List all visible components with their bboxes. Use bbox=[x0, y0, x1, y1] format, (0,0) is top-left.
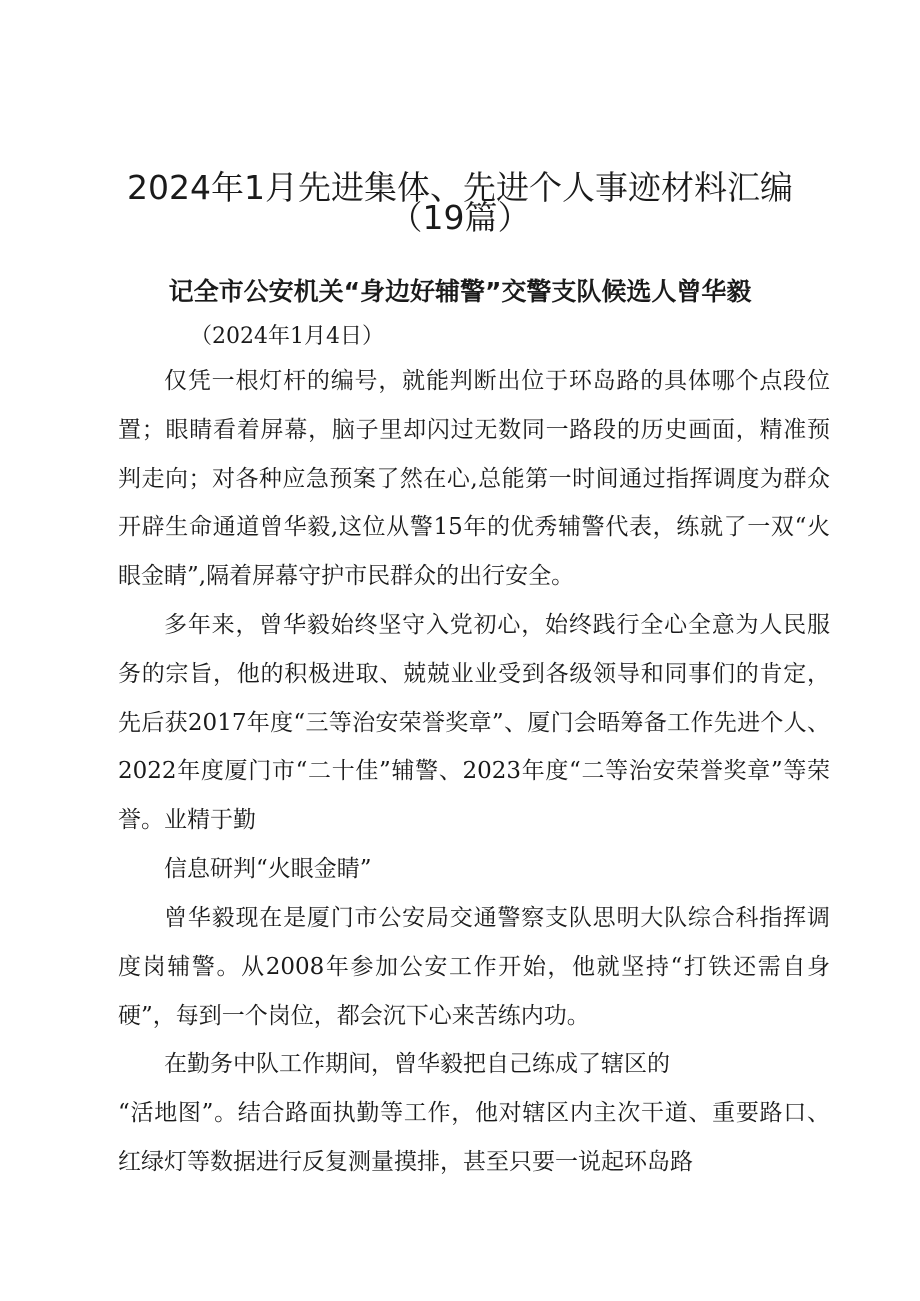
paragraph-2: 多年来，曾华毅始终坚守入党初心，始终践行全心全意为人民服务的宗旨，他的积极进取、兢兢业业受到各级领导和同事们的肯定，先后获2017年度“三等治安荣誉奖章”、厦门会晤筹备工作先进个人、2022年度厦门市“二十佳”辅警、2023年度“二等治安荣誉奖章”等荣誉。 bbox=[118, 612, 830, 834]
document-title-line-2: （19篇） bbox=[389, 198, 531, 237]
section-heading: 业精于勤 bbox=[164, 807, 256, 833]
paragraph-1: 仅凭一根灯杆的编号，就能判断出位于环岛路的具体哪个点段位置；眼睛看着屏幕，脑子里却闪过无数同一路段的历史画面，精准预判走向；对各种应急预案了然在心,总能第一时间通过指挥调度为群众开辟生命通道曾华毅,这位从警15年的优秀辅警代表，练就了一双“火眼金睛”,隔着屏幕守护市民群众的出行安全。 bbox=[118, 368, 830, 590]
document-title-line-1: 2024年1月先进集体、先进个人事迹材料汇编 bbox=[127, 168, 793, 207]
document-subtitle: 记全市公安机关“身边好辅警”交警支队候选人曾华毅 bbox=[168, 277, 752, 306]
paragraph-3: 曾华毅现在是厦门市公安局交通警察支队思明大队综合科指挥调度岗辅警。从2008年参加公安工作开始，他就坚持“打铁还需自身硬”，每到一个岗位，都会沉下心来苦练内功。 bbox=[118, 905, 830, 1029]
document-date: （2024年1月4日） bbox=[190, 324, 384, 349]
paragraph-5: “活地图”。结合路面执勤等工作，他对辖区内主次干道、重要路口、红绿灯等数据进行反复测量摸排，甚至只要一说起环岛路 bbox=[118, 1100, 830, 1175]
sub-heading: 信息研判“火眼金睛” bbox=[164, 856, 372, 882]
paragraph-4: 在勤务中队工作期间，曾华毅把自己练成了辖区的 bbox=[164, 1051, 670, 1077]
